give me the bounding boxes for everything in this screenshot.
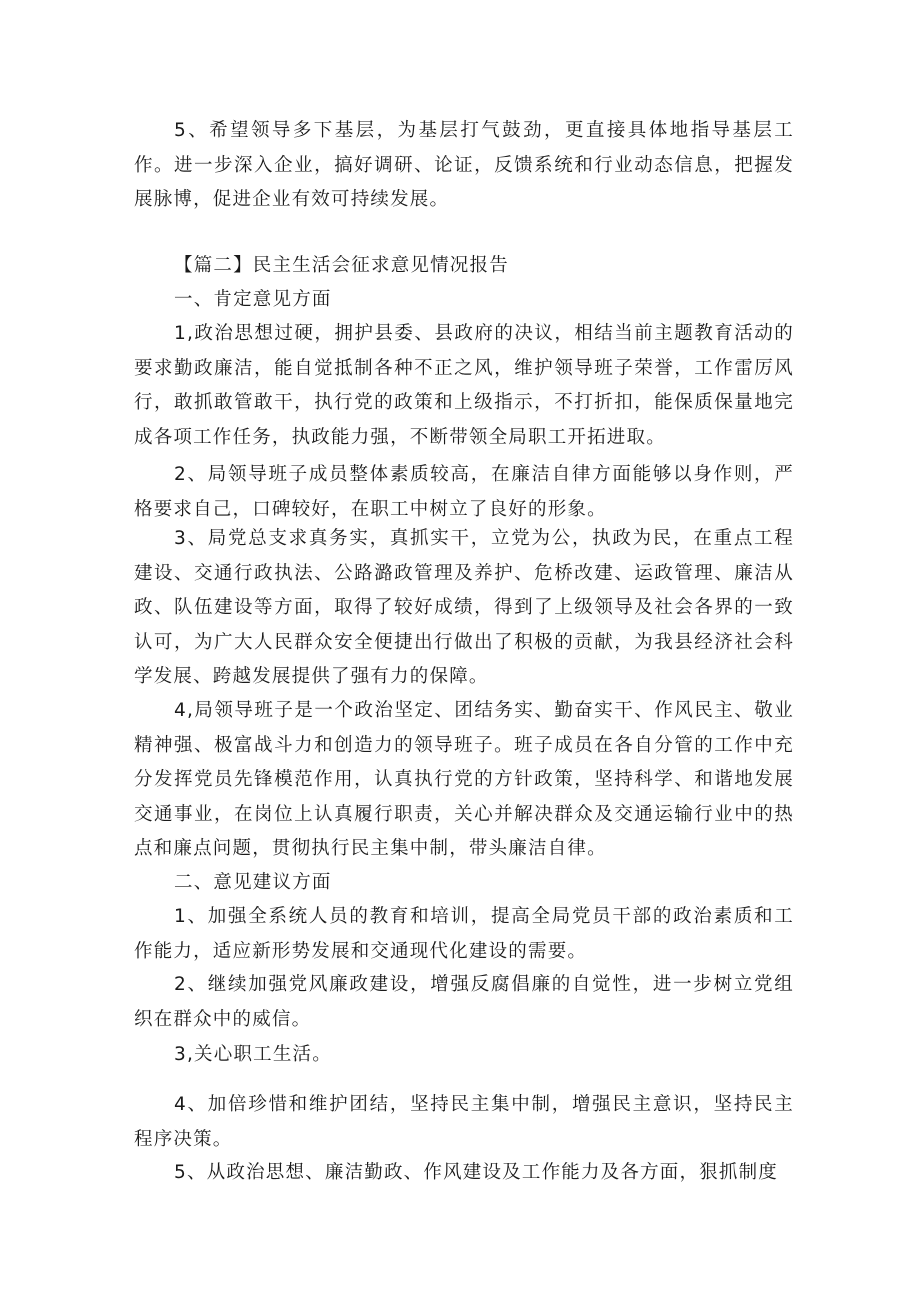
paragraph-suggestion-3: 3,关心职工生活。 — [174, 1044, 332, 1065]
paragraph-point-5-prev-section: 5、希望领导多下基层，为基层打气鼓劲，更直接具体地指导基层工作。进一步深入企业，搞好调研、论证，反馈系统和行业动态信息，把握发展脉博，促进企业有效可持续发展。 — [134, 120, 794, 210]
section-title-part-two: 【篇二】民主生活会征求意见情况报告 — [174, 255, 509, 276]
paragraph-positive-3: 3、局党总支求真务实，真抓实干，立党为公，执政为民，在重点工程建设、交通行政执法、公路潞政管理及养护、危桥改建、运政管理、廉洁从政、队伍建设等方面，取得了较好成绩，得到了上级领导及社会各界的一致认可，为广大人民群众安全便捷出行做出了积极的贡献，为我县经济社会科学发展、跨越发展提供了强有力的保障。 — [134, 528, 794, 687]
heading-positive-opinions: 一、肯定意见方面 — [174, 289, 332, 310]
paragraph-positive-4: 4,局领导班子是一个政治坚定、团结务实、勤奋实干、作风民主、敬业精神强、极富战斗力和创造力的领导班子。班子成员在各自分管的工作中充分发挥党员先锋模范作用，认真执行党的方针政策，坚持科学、和谐地发展交通事业，在岗位上认真履行职责，关心并解决群众及交通运输行业中的热点和廉点问题，贯彻执行民主集中制，带头廉洁自律。 — [134, 700, 794, 859]
paragraph-positive-2: 2、局领导班子成员整体素质较高，在廉洁自律方面能够以身作则，严格要求自己，口碑较好，在职工中树立了良好的形象。 — [134, 464, 794, 520]
heading-suggestions: 二、意见建议方面 — [174, 872, 332, 893]
paragraph-suggestion-1: 1、加强全系统人员的教育和培训，提高全局党员干部的政治素质和工作能力，适应新形势发展和交通现代化建设的需要。 — [134, 906, 794, 962]
paragraph-suggestion-5: 5、从政治思想、廉洁勤政、作风建设及工作能力及各方面，狠抓制度 — [174, 1162, 778, 1183]
paragraph-suggestion-4: 4、加倍珍惜和维护团结，坚持民主集中制，增强民主意识，坚持民主程序决策。 — [134, 1094, 794, 1150]
paragraph-suggestion-2: 2、继续加强党风廉政建设，增强反腐倡廉的自觉性，进一步树立党组织在群众中的威信。 — [134, 974, 794, 1030]
paragraph-positive-1: 1,政治思想过硬，拥护县委、县政府的决议，相结当前主题教育活动的要求勤政廉洁，能自觉抵制各种不正之风，维护领导班子荣誉，工作雷厉风行，敢抓敢管敢干，执行党的政策和上级指示，不打折扣，能保质保量地完成各项工作任务，执政能力强，不断带领全局职工开拓进取。 — [134, 323, 794, 448]
